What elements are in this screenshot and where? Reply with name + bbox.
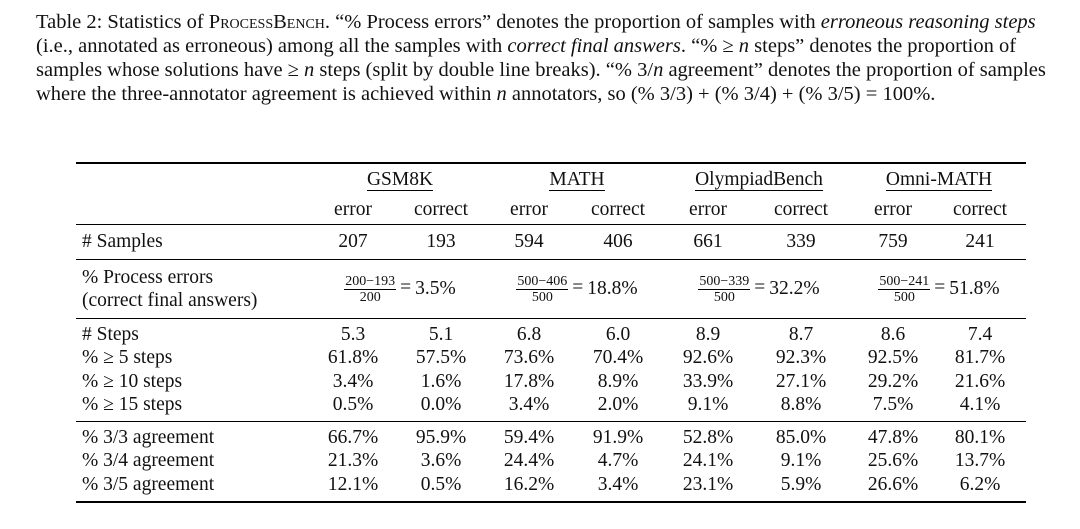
table-cell: 9.1% — [780, 450, 822, 472]
table-cell: 661 — [666, 225, 750, 260]
agreement-section — [76, 422, 1026, 502]
sub-header-error: error — [510, 199, 548, 220]
table-cell: 70.4% — [592, 347, 644, 369]
table-cell: 3.4% — [508, 394, 550, 416]
row-label: % ≥ 15 steps — [82, 394, 183, 416]
sub-header-error: error — [874, 199, 912, 220]
table-row — [76, 394, 1026, 422]
table-cell: 193 — [394, 225, 488, 260]
table-row — [76, 370, 1026, 394]
group-label: GSM8K — [366, 169, 434, 190]
table-cell: 5.9% — [750, 473, 852, 502]
process-error-cell-olympiadbench — [666, 260, 852, 319]
table-caption — [36, 10, 1071, 106]
equals-sign: = — [572, 277, 584, 299]
group-label: Omni-MATH — [885, 169, 993, 190]
caption-math: n — [304, 59, 315, 81]
table-cell: 9.1% — [687, 394, 729, 416]
fraction-denominator: 200 — [359, 289, 381, 305]
table-cell: 24.4% — [503, 450, 555, 472]
process-error-cell-math — [488, 260, 666, 319]
table-cell: 95.9% — [394, 422, 488, 450]
table-cell: 8.7 — [750, 319, 852, 347]
table-cell: 57.5% — [415, 347, 467, 369]
fraction — [698, 274, 750, 305]
table-cell: 92.5% — [867, 347, 919, 369]
table-cell: 21.3% — [327, 450, 379, 472]
caption-emphasis: erroneous reasoning steps — [820, 11, 1036, 33]
table-cell: 0.5% — [332, 394, 374, 416]
table-cell: 3.4% — [570, 473, 666, 502]
header-empty — [76, 196, 312, 225]
fraction-denominator: 500 — [893, 289, 915, 305]
row-label-line: % Process errors — [82, 267, 214, 288]
row-label-line: (correct final answers) — [82, 290, 258, 311]
samples-row — [76, 225, 1026, 260]
equals-sign: = — [754, 277, 766, 299]
row-label: % 3/5 agreement — [76, 473, 312, 502]
process-error-value: 3.5% — [415, 277, 456, 299]
table-row — [76, 450, 1026, 474]
table-cell: 25.6% — [867, 450, 919, 472]
table-cell: 52.8% — [666, 422, 750, 450]
table-cell: 3.4% — [332, 370, 374, 392]
sub-header-error: error — [334, 199, 372, 220]
table-cell: 4.7% — [597, 450, 639, 472]
table-cell: 6.2% — [934, 473, 1026, 502]
process-error-value: 51.8% — [949, 277, 1000, 299]
table-cell: 16.2% — [488, 473, 570, 502]
row-label: % ≥ 5 steps — [82, 347, 173, 369]
table-cell: 241 — [934, 225, 1026, 260]
caption-math: n — [738, 35, 750, 57]
table-cell: 6.8 — [488, 319, 570, 347]
table-cell: 7.4 — [934, 319, 1026, 347]
caption-emphasis: correct final answers — [507, 35, 681, 57]
fraction-numerator: 500−339 — [699, 273, 750, 289]
fraction-denominator: 500 — [713, 289, 735, 305]
table-row — [76, 473, 1026, 502]
group-label: OlympiadBench — [695, 169, 823, 190]
table-cell: 594 — [488, 225, 570, 260]
table-cell: 27.1% — [775, 370, 827, 392]
table-cell: 8.9 — [666, 319, 750, 347]
table-cell: 12.1% — [312, 473, 394, 502]
table-cell: 23.1% — [666, 473, 750, 502]
table-cell: 339 — [750, 225, 852, 260]
fraction — [516, 274, 568, 305]
fraction-numerator: 500−241 — [879, 273, 930, 289]
table-cell: 0.5% — [394, 473, 488, 502]
process-error-cell-gsm8k — [312, 260, 488, 319]
table-cell: 406 — [570, 225, 666, 260]
fraction-numerator: 200−193 — [345, 273, 396, 289]
caption-math: n — [496, 83, 507, 105]
fraction — [878, 274, 930, 305]
table-cell: 91.9% — [570, 422, 666, 450]
table-cell: 5.3 — [312, 319, 394, 347]
caption-text: . “% ≥ — [680, 35, 739, 57]
table-cell: 85.0% — [750, 422, 852, 450]
table-cell: 2.0% — [597, 394, 639, 416]
group-header-olympiadbench — [666, 163, 852, 196]
table-cell: 6.0 — [570, 319, 666, 347]
equals-sign: = — [934, 277, 946, 299]
table-cell: 80.1% — [934, 422, 1026, 450]
group-label: MATH — [549, 169, 605, 190]
caption-text: steps” denotes the proportion of samples whose solutions have ≥ — [36, 35, 1017, 81]
table-cell: 66.7% — [312, 422, 394, 450]
table-cell: 92.6% — [682, 347, 734, 369]
table-cell: 4.1% — [959, 394, 1001, 416]
fraction-numerator: 500−406 — [517, 273, 568, 289]
process-error-cell-omni-math — [852, 260, 1026, 319]
group-header-row — [76, 163, 1026, 196]
steps-section — [76, 319, 1026, 422]
sub-header-correct: correct — [590, 199, 646, 220]
table-cell: 8.9% — [597, 370, 639, 392]
caption-prefix: Table 2: Statistics of — [36, 11, 209, 33]
process-error-value: 18.8% — [587, 277, 638, 299]
row-label: # Steps — [76, 319, 312, 347]
table-cell: 0.0% — [420, 394, 462, 416]
row-label: % 3/4 agreement — [82, 450, 215, 472]
table-cell: 33.9% — [682, 370, 734, 392]
table-cell: 8.8% — [780, 394, 822, 416]
caption-text: . “% Process errors” denotes the proportion of samples with — [324, 11, 821, 33]
sub-header-correct: correct — [413, 199, 469, 220]
header-empty — [76, 163, 312, 196]
table-cell: 21.6% — [954, 370, 1006, 392]
group-header-gsm8k — [312, 163, 488, 196]
table-cell: 24.1% — [682, 450, 734, 472]
sub-header-correct: correct — [773, 199, 829, 220]
table-cell: 13.7% — [954, 450, 1006, 472]
caption-benchmark-name: ProcessBench — [208, 11, 325, 33]
sub-header-correct: correct — [952, 199, 1008, 220]
statistics-table — [76, 162, 1026, 503]
caption-text: agreement” denotes the proportion of samples where the three-annotator agreement is achieved within — [36, 59, 1046, 105]
row-label: % ≥ 10 steps — [82, 370, 183, 392]
table-cell: 59.4% — [488, 422, 570, 450]
row-label — [76, 260, 312, 319]
sub-header-row — [76, 196, 1026, 225]
table-row — [76, 319, 1026, 347]
table-cell: 207 — [312, 225, 394, 260]
fraction-denominator: 500 — [531, 289, 553, 305]
process-errors-row — [76, 260, 1026, 319]
table-cell: 5.1 — [394, 319, 488, 347]
table-cell: 73.6% — [503, 347, 555, 369]
table-cell: 17.8% — [503, 370, 555, 392]
caption-text: (i.e., annotated as erroneous) among all the samples with — [36, 35, 508, 57]
process-error-value: 32.2% — [769, 277, 820, 299]
equals-sign: = — [400, 277, 412, 299]
caption-math: n — [653, 59, 664, 81]
table-cell: 92.3% — [775, 347, 827, 369]
table-cell: 61.8% — [327, 347, 379, 369]
table-cell: 7.5% — [872, 394, 914, 416]
table-cell: 1.6% — [420, 370, 462, 392]
fraction — [344, 274, 396, 305]
table-cell: 81.7% — [954, 347, 1006, 369]
table-cell: 26.6% — [852, 473, 934, 502]
table-row — [76, 422, 1026, 450]
sub-header-error: error — [689, 199, 727, 220]
table-cell: 3.6% — [420, 450, 462, 472]
table-cell: 47.8% — [852, 422, 934, 450]
row-label: # Samples — [76, 225, 312, 260]
table-cell: 29.2% — [867, 370, 919, 392]
caption-text: steps (split by double line breaks). “% 3/ — [314, 59, 654, 81]
table-cell: 759 — [852, 225, 934, 260]
table-cell: 8.6 — [852, 319, 934, 347]
table-row — [76, 347, 1026, 371]
caption-text: annotators, so (% 3/3) + (% 3/4) + (% 3/5) = 100%. — [506, 83, 936, 105]
group-header-omni-math — [852, 163, 1026, 196]
row-label: % 3/3 agreement — [76, 422, 312, 450]
group-header-math — [488, 163, 666, 196]
